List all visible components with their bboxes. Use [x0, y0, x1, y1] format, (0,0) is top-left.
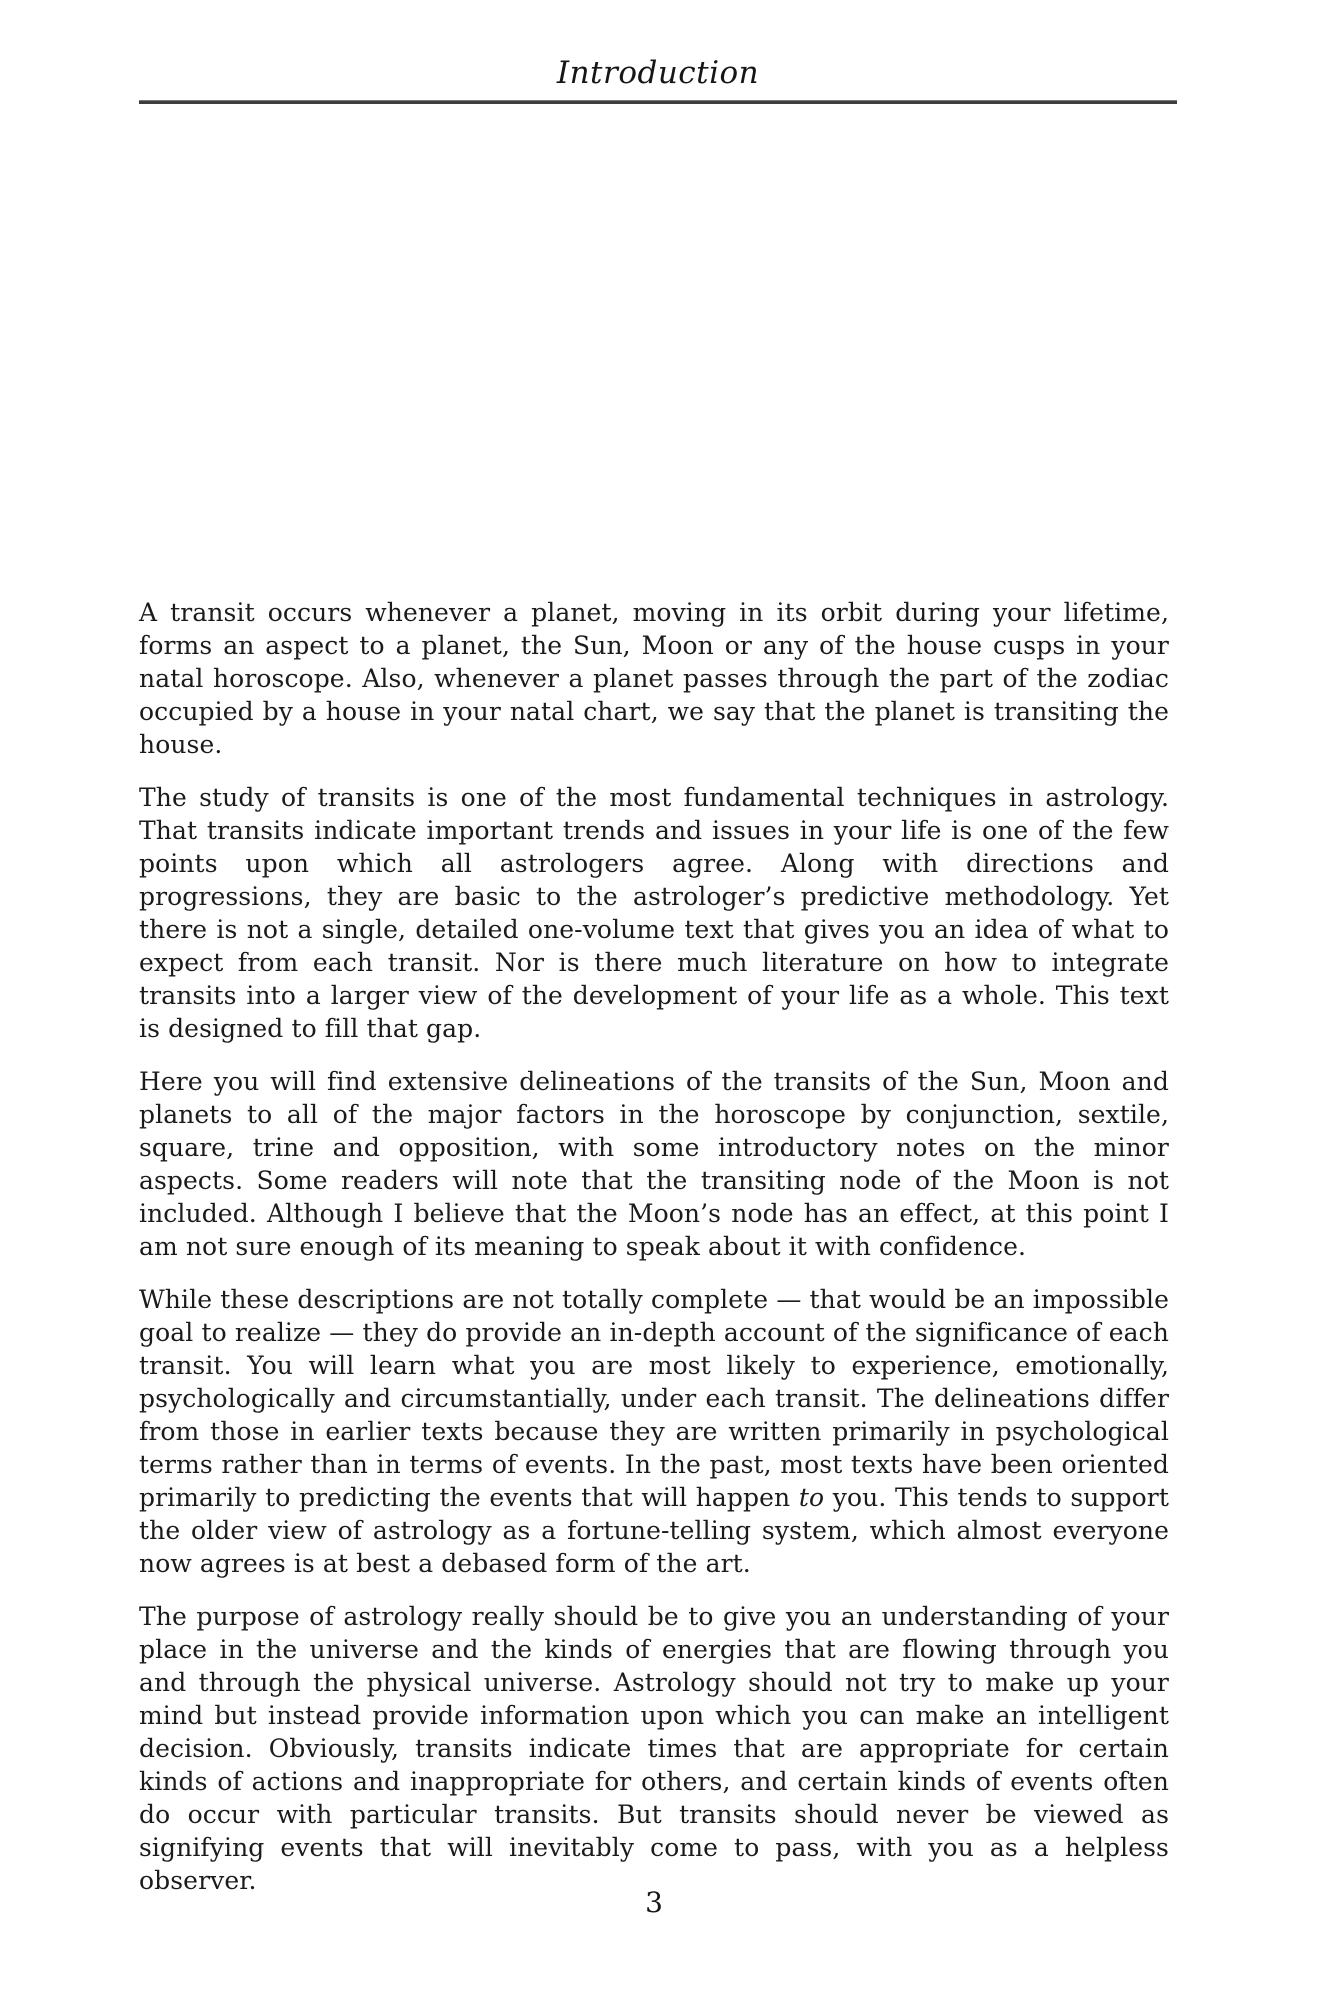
page-number: 3 — [645, 1886, 663, 1919]
page-header — [139, 55, 1177, 104]
paragraph — [139, 1600, 1169, 1897]
header-rule — [139, 100, 1177, 104]
paragraph — [139, 1065, 1169, 1263]
text-run: The study of transits is one of the most fundamental techniques in astrology. That transits indicate important trends and issues in your life is one of the few points upon which all astrologers agree. Along with directions and progressions, they are basic to the astrologer’s predictive methodology. Yet there is not a single, detailed one-volume text that gives you an idea of what to expect from each transit. Nor is there much literature on how to integrate transits into a larger view of the development of your life as a whole. This text is designed to fill that gap. — [139, 783, 1169, 1043]
text-run: While these descriptions are not totally complete — that would be an impossible goal to realize — they do provide an in-depth account of the significance of each transit. You will learn what you are most likely to experience, emotionally, psychologically and circumstantially, under each transit. The delineations differ from those in earlier texts because they are written primarily in psychological terms rather than in terms of events. In the past, most texts have been oriented primarily to predicting the events that will happen — [139, 1285, 1169, 1512]
text-run: The purpose of astrology really should be to give you an understanding of your place in the universe and the kinds of energies that are flowing through you and through the physical universe. Astrology should not try to make up your mind but instead provide information upon which you can make an intelligent decision. Obviously, transits indicate times that are appropriate for certain kinds of actions and inappropriate for others, and certain kinds of events often do occur with particular transits. But transits should never be viewed as signifying events that will inevitably come to pass, with you as a helpless observer. — [139, 1602, 1169, 1895]
text-run: A transit occurs whenever a planet, moving in its orbit during your lifetime, forms an aspect to a planet, the Sun, Moon or any of the house cusps in your natal horoscope. Also, whenever a planet passes through the part of the zodiac occupied by a house in your natal chart, we say that the planet is transiting the house. — [139, 598, 1169, 759]
italic-text-run: to — [798, 1483, 825, 1512]
page-footer — [139, 1886, 1169, 1919]
paragraph — [139, 596, 1169, 761]
chapter-title: Introduction — [556, 55, 760, 91]
paragraph — [139, 781, 1169, 1045]
paragraph — [139, 1283, 1169, 1580]
text-run: you. This tends to support the older view of astrology as a fortune-telling system, which almost everyone now agrees is at best a debased form of the art. — [139, 1483, 1170, 1578]
text-run: Here you will find extensive delineations of the transits of the Sun, Moon and planets to all of the major factors in the horoscope by conjunction, sextile, square, trine and opposition, with some introductory notes on the minor aspects. Some readers will note that the transiting node of the Moon is not included. Although I believe that the Moon’s node has an effect, at this point I am not sure enough of its meaning to speak about it with confidence. — [139, 1067, 1169, 1261]
body-text — [139, 596, 1169, 1917]
